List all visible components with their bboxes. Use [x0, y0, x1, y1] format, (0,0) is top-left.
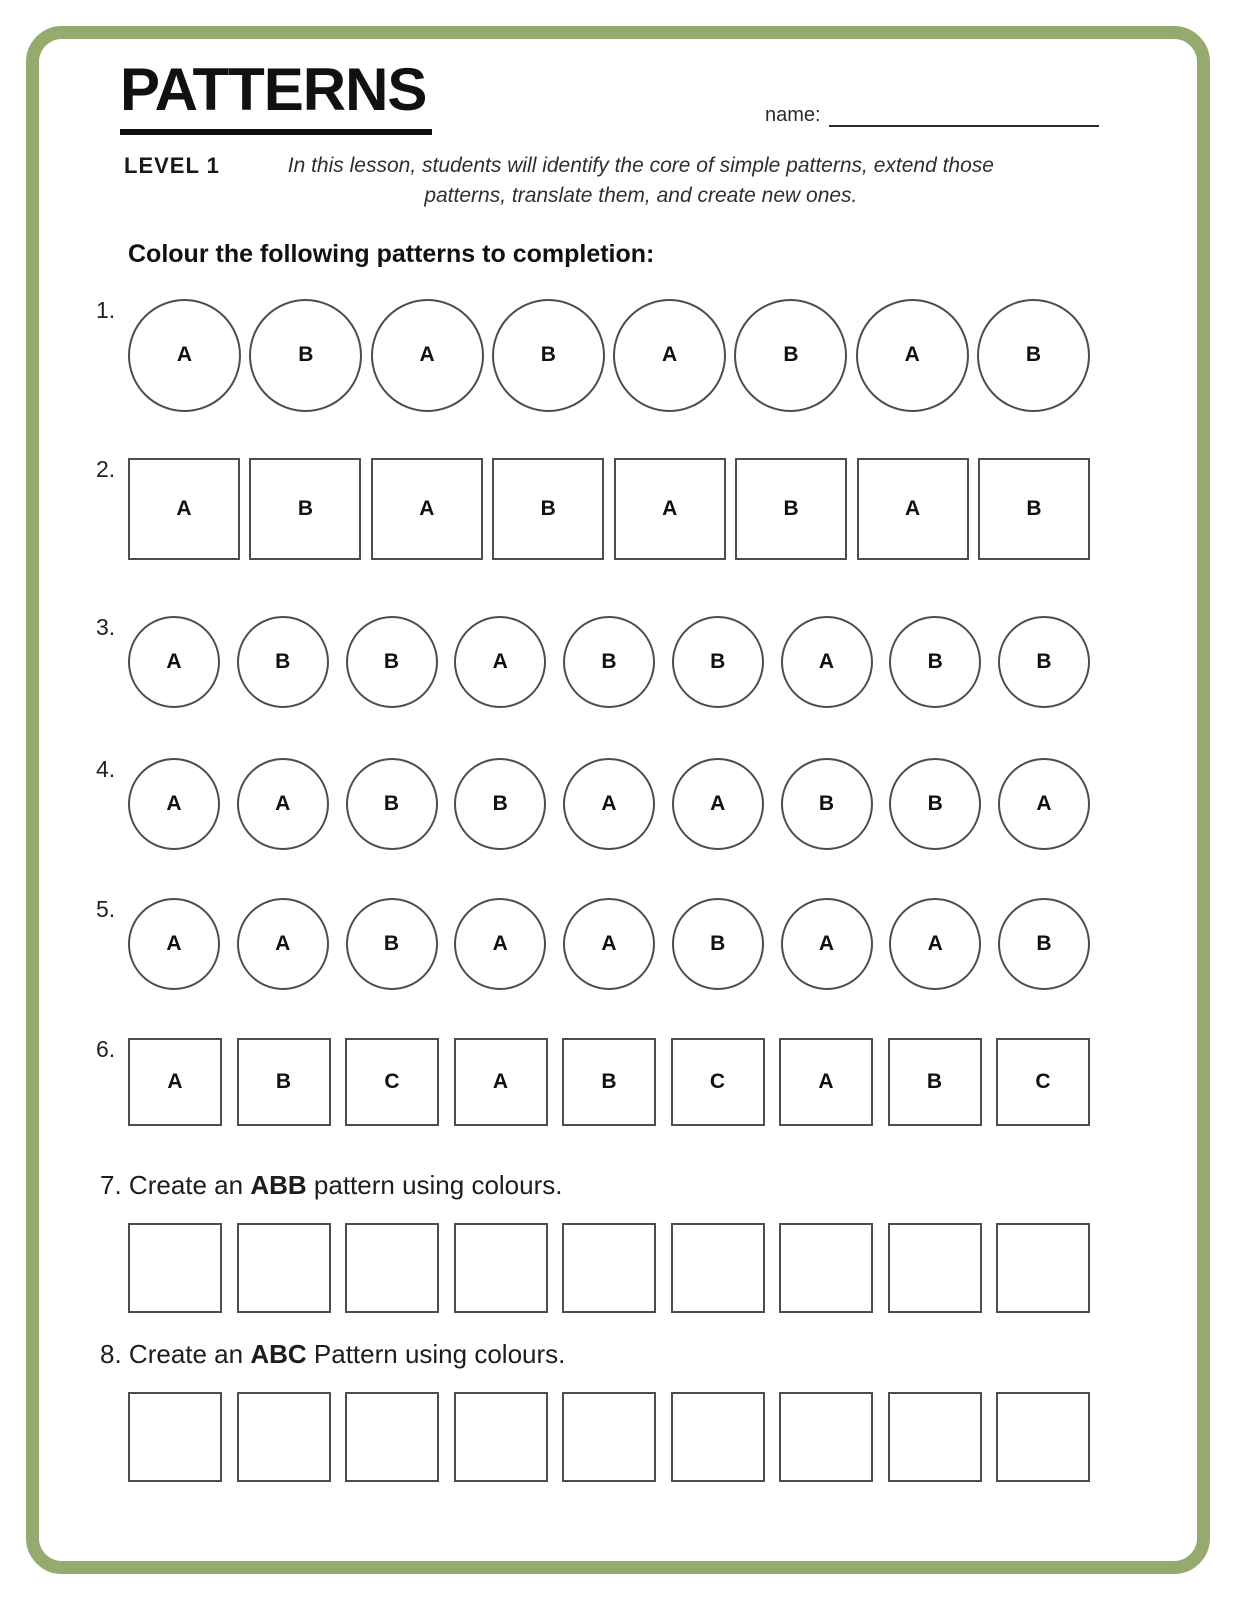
circle-pattern-cell[interactable] — [454, 758, 546, 850]
pattern-row-4 — [96, 755, 1096, 850]
cell-letter: A — [818, 649, 835, 673]
blank-square-cell[interactable] — [128, 1392, 222, 1482]
circle-pattern-cell[interactable] — [856, 299, 969, 412]
cell-letter: A — [601, 931, 617, 955]
cell-letter: A — [710, 791, 726, 815]
question-pattern-code: ABC — [250, 1338, 307, 1369]
shape-group — [128, 758, 1090, 850]
cell-letter: A — [662, 343, 678, 367]
circle-pattern-cell[interactable] — [237, 898, 329, 990]
blank-square-cell[interactable] — [562, 1223, 656, 1313]
blank-square-cell[interactable] — [996, 1223, 1090, 1313]
cell-letter: B — [383, 649, 400, 673]
cell-letter: A — [176, 496, 192, 520]
cell-letter: A — [927, 931, 943, 955]
question-number: 7. — [100, 1169, 129, 1200]
cell-letter: B — [383, 931, 400, 955]
square-pattern-cell[interactable] — [562, 1038, 656, 1126]
blank-square-cell[interactable] — [779, 1392, 873, 1482]
name-field — [765, 104, 1099, 127]
pattern-row-2 — [96, 455, 1096, 560]
circle-pattern-cell[interactable] — [249, 299, 362, 412]
square-pattern-cell[interactable] — [249, 458, 361, 560]
cell-letter: C — [384, 1069, 400, 1093]
lesson-description-line1: In this lesson, students will identify the core of simple patterns, extend those — [287, 154, 994, 177]
cell-letter: A — [275, 791, 291, 815]
blank-cells — [128, 1392, 1090, 1482]
cell-letter: A — [492, 649, 508, 673]
cell-letter: A — [419, 343, 435, 367]
blank-square-cell[interactable] — [996, 1392, 1090, 1482]
circle-pattern-cell[interactable] — [346, 758, 438, 850]
square-pattern-cell[interactable] — [779, 1038, 873, 1126]
blank-square-cell[interactable] — [454, 1392, 548, 1482]
blank-square-cell[interactable] — [128, 1223, 222, 1313]
blank-square-cell[interactable] — [888, 1223, 982, 1313]
square-pattern-cell[interactable] — [492, 458, 604, 560]
blank-square-cell[interactable] — [454, 1223, 548, 1313]
cell-letter: B — [1026, 496, 1042, 520]
row-number: 6. — [96, 1035, 116, 1062]
shape-group — [128, 616, 1090, 708]
cell-letter: A — [1036, 791, 1052, 815]
circle-pattern-cell[interactable] — [128, 758, 220, 850]
circle-pattern-cell[interactable] — [371, 299, 484, 412]
name-input-line[interactable] — [829, 105, 1099, 127]
instruction-heading: Colour the following patterns to completion: — [128, 239, 655, 268]
question-7 — [96, 1170, 1096, 1313]
name-label: name: — [765, 104, 821, 126]
square-pattern-cell[interactable] — [128, 1038, 222, 1126]
circle-pattern-cell[interactable] — [454, 616, 546, 708]
cell-letter: A — [818, 1069, 834, 1093]
square-pattern-cell[interactable] — [237, 1038, 331, 1126]
circle-pattern-cell[interactable] — [672, 898, 764, 990]
circle-pattern-cell[interactable] — [128, 616, 220, 708]
cell-letter: A — [176, 343, 193, 367]
cell-letter: C — [1035, 1069, 1051, 1093]
circle-pattern-cell[interactable] — [998, 758, 1090, 850]
circle-pattern-cell[interactable] — [781, 758, 873, 850]
cell-letter: B — [298, 343, 314, 367]
circle-pattern-cell[interactable] — [998, 898, 1090, 990]
circle-pattern-cell[interactable] — [128, 898, 220, 990]
cell-letter: B — [818, 791, 835, 815]
question-number: 8. — [100, 1338, 129, 1369]
blank-square-cell[interactable] — [562, 1392, 656, 1482]
square-pattern-cell[interactable] — [735, 458, 847, 560]
level-label: LEVEL 1 — [124, 153, 220, 178]
cell-letter: B — [492, 791, 508, 815]
pattern-row-3 — [96, 613, 1096, 708]
question-suffix: pattern using colours. — [306, 1169, 563, 1200]
lesson-description — [236, 151, 1046, 212]
blank-square-cell[interactable] — [779, 1223, 873, 1313]
circle-pattern-cell[interactable] — [977, 299, 1090, 412]
shape-group — [128, 299, 1090, 412]
blank-square-cell[interactable] — [671, 1392, 765, 1482]
cell-letter: B — [383, 791, 400, 815]
blank-square-cell[interactable] — [888, 1392, 982, 1482]
blank-cells — [128, 1223, 1090, 1313]
blank-square-cell[interactable] — [345, 1223, 439, 1313]
cell-letter: A — [166, 791, 182, 815]
cell-letter: A — [662, 496, 678, 520]
square-pattern-cell[interactable] — [671, 1038, 765, 1126]
square-pattern-cell[interactable] — [857, 458, 969, 560]
lesson-description-line2: patterns, translate them, and create new ones. — [424, 184, 858, 208]
cell-letter: B — [710, 649, 726, 673]
cell-letter: A — [492, 931, 508, 955]
circle-pattern-cell[interactable] — [563, 898, 655, 990]
shape-group — [128, 1038, 1090, 1126]
row-number: 3. — [96, 613, 116, 640]
circle-pattern-cell[interactable] — [781, 898, 873, 990]
blank-square-cell[interactable] — [237, 1392, 331, 1482]
row-number: 5. — [96, 895, 116, 922]
page-title: PATTERNS — [120, 58, 432, 135]
circle-pattern-cell[interactable] — [889, 616, 981, 708]
square-pattern-cell[interactable] — [996, 1038, 1090, 1126]
cell-letter: B — [1036, 931, 1052, 955]
circle-pattern-cell[interactable] — [672, 758, 764, 850]
cell-letter: B — [783, 343, 799, 367]
circle-pattern-cell[interactable] — [346, 616, 438, 708]
question-suffix: Pattern using colours. — [306, 1338, 566, 1369]
circle-pattern-cell[interactable] — [563, 758, 655, 850]
cell-letter: B — [927, 791, 943, 815]
cell-letter: B — [1036, 649, 1052, 673]
cell-letter: B — [601, 649, 617, 673]
cell-letter: B — [540, 343, 556, 367]
question-text — [100, 1339, 1096, 1370]
circle-pattern-cell[interactable] — [672, 616, 764, 708]
circle-pattern-cell[interactable] — [346, 898, 438, 990]
cell-letter: A — [904, 496, 921, 520]
cell-letter: B — [275, 1069, 292, 1093]
circle-pattern-cell[interactable] — [492, 299, 605, 412]
cell-letter: B — [601, 1069, 617, 1093]
circle-pattern-cell[interactable] — [998, 616, 1090, 708]
row-number: 4. — [96, 755, 116, 782]
circle-pattern-cell[interactable] — [734, 299, 847, 412]
cell-letter: A — [167, 1069, 183, 1093]
question-prefix: Create an — [128, 1169, 251, 1200]
circle-pattern-cell[interactable] — [889, 758, 981, 850]
shape-group — [128, 898, 1090, 990]
cell-letter: A — [275, 931, 291, 955]
row-number: 2. — [96, 455, 116, 482]
circle-pattern-cell[interactable] — [128, 299, 241, 412]
cell-letter: A — [601, 791, 617, 815]
cell-letter: A — [818, 931, 835, 955]
circle-pattern-cell[interactable] — [237, 616, 329, 708]
cell-letter: B — [540, 496, 556, 520]
cell-letter: B — [927, 649, 943, 673]
cell-letter: A — [166, 931, 182, 955]
square-pattern-cell[interactable] — [978, 458, 1090, 560]
header — [120, 58, 1096, 135]
circle-pattern-cell[interactable] — [454, 898, 546, 990]
cell-letter: B — [1025, 343, 1042, 367]
square-pattern-cell[interactable] — [128, 458, 240, 560]
pattern-rows — [96, 296, 1096, 1126]
cell-letter: A — [419, 496, 435, 520]
row-number: 1. — [96, 296, 116, 323]
blank-square-cell[interactable] — [237, 1223, 331, 1313]
square-pattern-cell[interactable] — [371, 458, 483, 560]
question-text — [100, 1170, 1096, 1201]
pattern-row-1 — [96, 296, 1096, 412]
square-pattern-cell[interactable] — [614, 458, 726, 560]
cell-letter: B — [710, 931, 726, 955]
square-pattern-cell[interactable] — [454, 1038, 548, 1126]
cell-letter: A — [904, 343, 920, 367]
question-prefix: Create an — [128, 1338, 251, 1369]
circle-pattern-cell[interactable] — [563, 616, 655, 708]
cell-letter: C — [709, 1069, 726, 1093]
shape-group — [128, 458, 1090, 560]
questions — [96, 1170, 1096, 1482]
question-pattern-code: ABB — [250, 1169, 307, 1200]
pattern-row-6 — [96, 1035, 1096, 1126]
blank-square-cell[interactable] — [345, 1392, 439, 1482]
cell-letter: B — [275, 649, 291, 673]
cell-letter: B — [926, 1069, 943, 1093]
pattern-row-5 — [96, 895, 1096, 990]
level-row — [124, 151, 1096, 212]
blank-square-cell[interactable] — [671, 1223, 765, 1313]
cell-letter: B — [783, 496, 799, 520]
cell-letter: B — [297, 496, 313, 520]
circle-pattern-cell[interactable] — [237, 758, 329, 850]
square-pattern-cell[interactable] — [888, 1038, 982, 1126]
circle-pattern-cell[interactable] — [613, 299, 726, 412]
question-8 — [96, 1339, 1096, 1482]
square-pattern-cell[interactable] — [345, 1038, 439, 1126]
cell-letter: A — [492, 1069, 509, 1093]
cell-letter: A — [166, 649, 182, 673]
circle-pattern-cell[interactable] — [781, 616, 873, 708]
circle-pattern-cell[interactable] — [889, 898, 981, 990]
worksheet-content — [96, 58, 1096, 1508]
